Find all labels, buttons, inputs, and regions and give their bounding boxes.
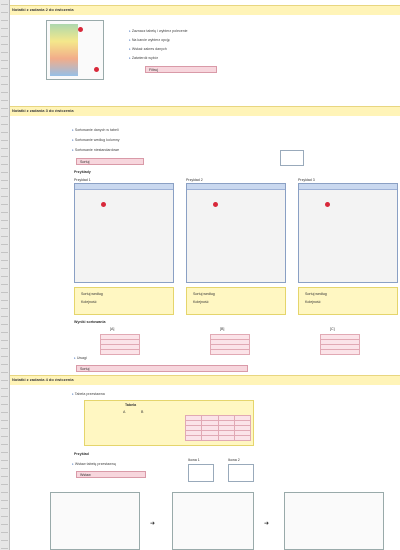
row-tick bbox=[1, 132, 8, 133]
section-2-screenshot bbox=[46, 20, 104, 80]
row-tick bbox=[1, 188, 8, 189]
worksheet-area bbox=[10, 0, 400, 550]
row-tick bbox=[1, 348, 8, 349]
section-2-bullet-2: ▸ Na karcie wybierz opcję bbox=[129, 38, 170, 42]
row-tick bbox=[1, 260, 8, 261]
section-4-head-a: A bbox=[123, 410, 126, 414]
row-tick bbox=[1, 548, 8, 549]
row-tick bbox=[1, 308, 8, 309]
row-tick bbox=[1, 276, 8, 277]
row-tick bbox=[1, 500, 8, 501]
table-row bbox=[186, 436, 251, 441]
row-tick bbox=[1, 140, 8, 141]
section-2-button-box: Filtruj bbox=[145, 66, 217, 73]
table-cell bbox=[321, 350, 360, 355]
pivot-icon-1 bbox=[188, 464, 214, 482]
row-tick bbox=[1, 316, 8, 317]
section-3-caption: Przykłady bbox=[74, 170, 91, 174]
panel-1-notes bbox=[74, 287, 174, 315]
table-cell bbox=[211, 350, 250, 355]
callout-marker-2 bbox=[94, 67, 99, 72]
section-4-head-b: B bbox=[141, 410, 144, 414]
row-tick bbox=[1, 484, 8, 485]
row-tick bbox=[1, 220, 8, 221]
row-tick bbox=[1, 364, 8, 365]
section-4-button-box: Wstaw bbox=[76, 471, 146, 478]
section-3-title: Notatki z zadania 3 do ćwiczenia bbox=[12, 108, 74, 113]
section-2-title: Notatki z zadania 2 do ćwiczenia bbox=[12, 7, 74, 12]
section-4-screenshot-1 bbox=[50, 492, 140, 550]
section-2-bullet-3: ▸ Wskaż zakres danych bbox=[129, 47, 167, 51]
table-cell bbox=[234, 436, 250, 441]
row-tick bbox=[1, 252, 8, 253]
section-3-bottom-bullet: ▸ Uwagi bbox=[74, 356, 87, 360]
row-tick bbox=[1, 52, 8, 53]
row-tick bbox=[1, 508, 8, 509]
row-tick bbox=[1, 28, 8, 29]
row-tick bbox=[1, 108, 8, 109]
row-tick bbox=[1, 396, 8, 397]
panel-3-title: Przykład 3 bbox=[298, 178, 315, 182]
callout-marker-4 bbox=[213, 202, 218, 207]
callout-marker-3 bbox=[101, 202, 106, 207]
row-tick bbox=[1, 540, 8, 541]
row-tick bbox=[1, 44, 8, 45]
row-tick bbox=[1, 428, 8, 429]
result-table-c bbox=[320, 334, 360, 355]
row-tick bbox=[1, 92, 8, 93]
section-3-bullet-2: ▸ Sortowanie według kolumny bbox=[72, 138, 120, 142]
section-3-result-caption: Wyniki sortowania bbox=[74, 320, 106, 324]
row-tick bbox=[1, 324, 8, 325]
table-row bbox=[101, 350, 140, 355]
callout-marker-5 bbox=[325, 202, 330, 207]
row-tick bbox=[1, 60, 8, 61]
table-row bbox=[321, 350, 360, 355]
row-tick bbox=[1, 180, 8, 181]
row-tick bbox=[1, 212, 8, 213]
row-tick bbox=[1, 332, 8, 333]
panel-1-title: Przykład 1 bbox=[74, 178, 91, 182]
row-tick bbox=[1, 300, 8, 301]
row-tick bbox=[1, 4, 8, 5]
section-4-sub: Przykład bbox=[74, 452, 89, 456]
section-4-table-title: Tabela bbox=[125, 403, 137, 407]
row-tick bbox=[1, 268, 8, 269]
color-swatch-list bbox=[50, 24, 78, 76]
row-tick bbox=[1, 444, 8, 445]
section-3-bullet-3: ▸ Sortowanie niestandardowe bbox=[72, 148, 119, 152]
section-3-bullet-1: ▸ Sortowanie danych w tabeli bbox=[72, 128, 119, 132]
section-4-icon-label-2: Ikona 2 bbox=[228, 458, 240, 462]
result-table-a bbox=[100, 334, 140, 355]
sort-dialog-3 bbox=[298, 183, 398, 283]
row-tick bbox=[1, 244, 8, 245]
row-tick bbox=[1, 292, 8, 293]
row-tick bbox=[1, 20, 8, 21]
section-3-button-box: Sortuj bbox=[76, 158, 144, 165]
table-cell bbox=[186, 436, 202, 441]
row-tick bbox=[1, 340, 8, 341]
table-row bbox=[211, 350, 250, 355]
section-4-screenshot-2 bbox=[172, 492, 254, 550]
panel-2-title: Przykład 2 bbox=[186, 178, 203, 182]
panel-3-notes bbox=[298, 287, 398, 315]
row-tick bbox=[1, 476, 8, 477]
row-tick bbox=[1, 12, 8, 13]
row-tick bbox=[1, 36, 8, 37]
row-tick bbox=[1, 124, 8, 125]
row-tick bbox=[1, 196, 8, 197]
panel-2-notes bbox=[186, 287, 286, 315]
panel-1-note-1: Sortuj według bbox=[81, 292, 103, 296]
row-tick bbox=[1, 492, 8, 493]
row-tick bbox=[1, 460, 8, 461]
row-tick bbox=[1, 524, 8, 525]
section-4-bullet-2: ▸ Wstaw tabelę przestawną bbox=[72, 462, 116, 466]
sort-icon-preview bbox=[280, 150, 304, 166]
section-4-title: Notatki z zadania 4 do ćwiczenia bbox=[12, 377, 74, 382]
panel-2-note-1: Sortuj według bbox=[193, 292, 215, 296]
row-tick bbox=[1, 468, 8, 469]
section-4-header bbox=[10, 375, 400, 385]
row-tick bbox=[1, 100, 8, 101]
section-3-bottom-box: Sortuj bbox=[76, 365, 248, 372]
sort-dialog-1 bbox=[74, 183, 174, 283]
row-tick bbox=[1, 388, 8, 389]
row-tick bbox=[1, 236, 8, 237]
panel-2-note-2: Kolejność bbox=[193, 300, 209, 304]
section-3-header bbox=[10, 106, 400, 116]
row-tick bbox=[1, 380, 8, 381]
row-tick bbox=[1, 68, 8, 69]
row-tick bbox=[1, 204, 8, 205]
result-table-b bbox=[210, 334, 250, 355]
section-2-header bbox=[10, 5, 400, 15]
row-tick bbox=[1, 356, 8, 357]
section-4-grid bbox=[185, 415, 251, 441]
pivot-icon-2 bbox=[228, 464, 254, 482]
table-cell bbox=[202, 436, 218, 441]
row-tick bbox=[1, 516, 8, 517]
row-tick bbox=[1, 148, 8, 149]
table-cell bbox=[101, 350, 140, 355]
panel-1-note-2: Kolejność bbox=[81, 300, 97, 304]
row-tick bbox=[1, 412, 8, 413]
row-tick bbox=[1, 284, 8, 285]
result-col-a-head: [A] bbox=[110, 327, 115, 331]
panel-3-note-1: Sortuj według bbox=[305, 292, 327, 296]
section-2-bullet-1: ▸ Zaznacz tabelę i wybierz polecenie bbox=[129, 29, 188, 33]
sort-dialog-2 bbox=[186, 183, 286, 283]
section-2-bullet-4: ▸ Zatwierdź wybór bbox=[129, 56, 158, 60]
callout-marker-1 bbox=[78, 27, 83, 32]
row-tick bbox=[1, 532, 8, 533]
result-col-b-head: [B] bbox=[220, 327, 225, 331]
row-tick bbox=[1, 372, 8, 373]
result-col-c-head: [C] bbox=[330, 327, 335, 331]
row-tick bbox=[1, 116, 8, 117]
arrow-2-icon: ➜ bbox=[264, 521, 270, 527]
row-tick bbox=[1, 452, 8, 453]
row-tick bbox=[1, 228, 8, 229]
row-header-gutter bbox=[0, 0, 10, 550]
row-tick bbox=[1, 84, 8, 85]
row-tick bbox=[1, 164, 8, 165]
section-4-icon-label-1: Ikona 1 bbox=[188, 458, 200, 462]
row-tick bbox=[1, 404, 8, 405]
row-tick bbox=[1, 420, 8, 421]
arrow-1-icon: ➜ bbox=[150, 521, 156, 527]
row-tick bbox=[1, 156, 8, 157]
section-4-data-box bbox=[84, 400, 254, 446]
row-tick bbox=[1, 436, 8, 437]
section-4-screenshot-3 bbox=[284, 492, 384, 550]
section-4-bullet-1: ▸ Tabela przestawna bbox=[72, 392, 105, 396]
panel-3-note-2: Kolejność bbox=[305, 300, 321, 304]
table-cell bbox=[218, 436, 234, 441]
row-tick bbox=[1, 172, 8, 173]
row-tick bbox=[1, 76, 8, 77]
